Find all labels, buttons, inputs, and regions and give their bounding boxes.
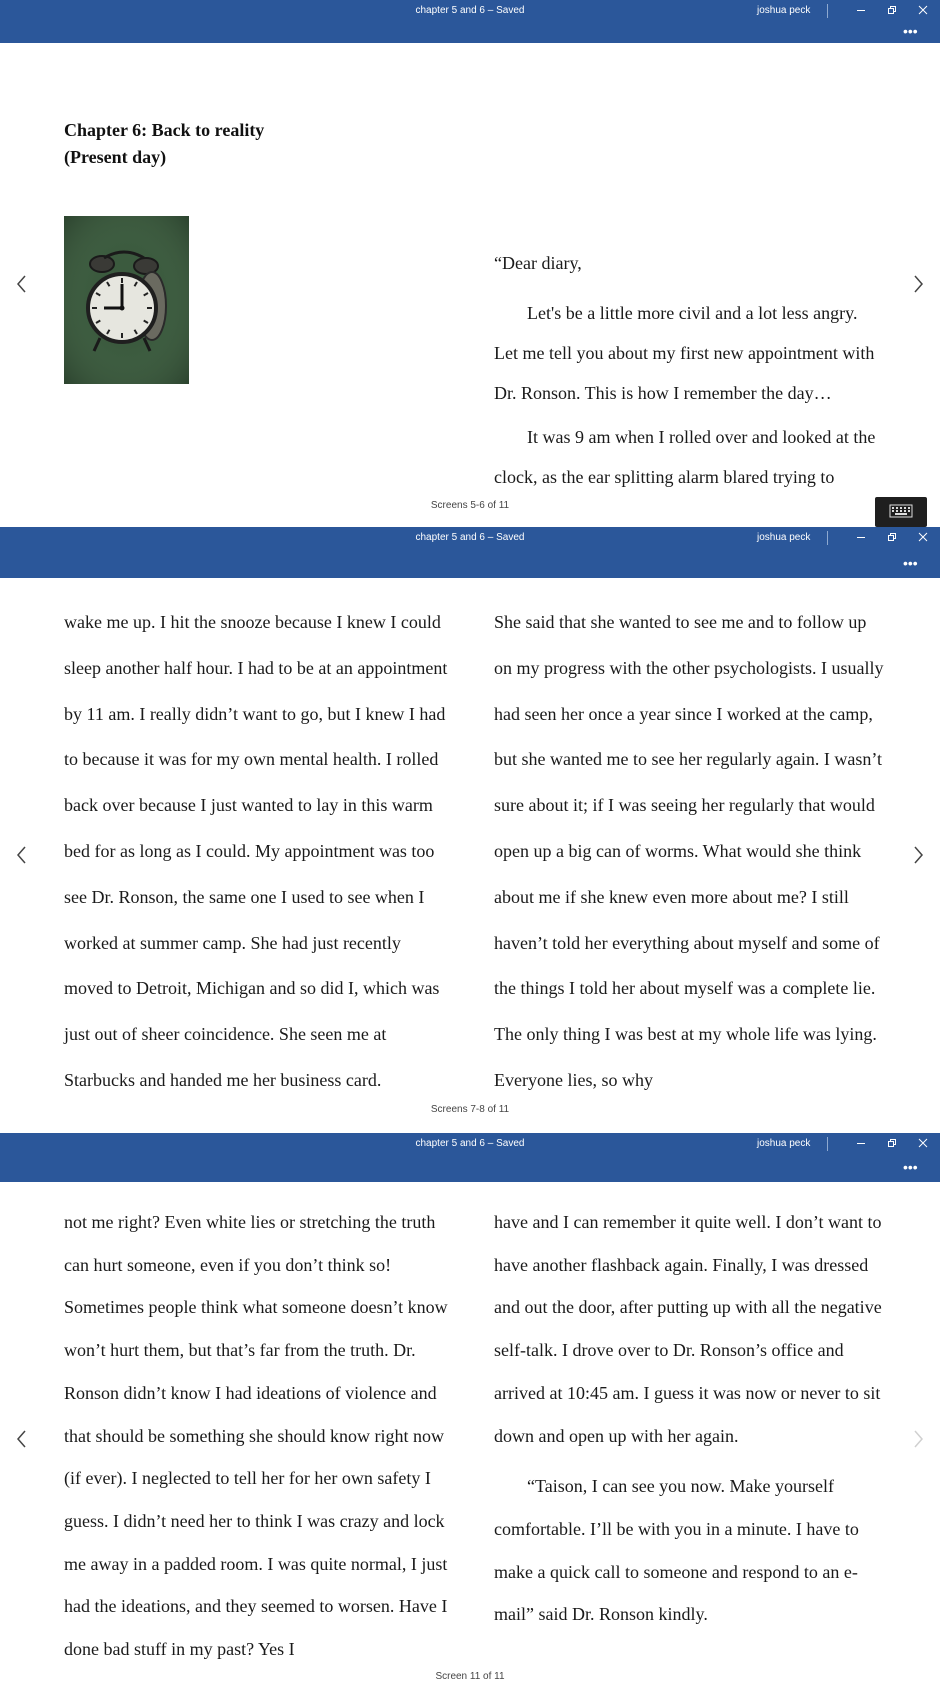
chevron-right-icon bbox=[910, 272, 926, 296]
close-icon bbox=[918, 5, 928, 15]
left-column-text: wake me up. I hit the snooze because I knew I could sleep another half hour. I had to be at an appointment by 11 am. I really didn’t want to go, but I knew I had to because it was for my own mental health. I rolled back over because I just wanted to lay in this warm bed for as long as I could. My appointment was too see Dr. Ronson, the same one I used to see when I worked at summer camp. She had just recently moved to Detroit, Michigan and so did I, which was just out of sheer coincidence. She seen me at Starbucks and handed me her business card. bbox=[64, 612, 448, 1090]
close-icon bbox=[918, 532, 928, 542]
more-options-button[interactable]: ••• bbox=[903, 1159, 918, 1175]
close-button[interactable] bbox=[908, 527, 938, 547]
paragraph-2: “Taison, I can see you now. Make yourself comfortable. I’ll be with you in a minute. I have to make a quick call to someone and respond to an e-mail” said Dr. Ronson kindly. bbox=[494, 1476, 859, 1625]
chapter-subtitle: (Present day) bbox=[64, 147, 167, 167]
more-options-button[interactable]: ••• bbox=[903, 23, 918, 39]
chevron-left-icon bbox=[14, 272, 30, 296]
document-title: chapter 5 and 6 – Saved bbox=[415, 532, 525, 543]
restore-button[interactable] bbox=[877, 0, 907, 20]
title-separator bbox=[827, 4, 828, 18]
user-name[interactable]: joshua peck bbox=[757, 532, 811, 543]
paragraph-1: Let's be a little more civil and a lot less angry. Let me tell you about my first new appointment with Dr. Ronson. This is how I remember the day… bbox=[494, 303, 875, 403]
right-column-text bbox=[494, 250, 884, 497]
previous-page-button[interactable] bbox=[14, 1427, 30, 1451]
title-bar bbox=[0, 1133, 940, 1182]
restore-button[interactable] bbox=[877, 527, 907, 547]
touch-keyboard-button[interactable] bbox=[875, 497, 927, 527]
document-title: chapter 5 and 6 – Saved bbox=[415, 5, 525, 16]
minimize-button[interactable] bbox=[846, 1133, 876, 1153]
page-indicator: Screens 5-6 of 11 bbox=[430, 500, 510, 511]
screen-2 bbox=[0, 527, 940, 1133]
chevron-right-icon bbox=[910, 1427, 926, 1451]
minimize-icon bbox=[856, 5, 866, 15]
page-indicator: Screens 7-8 of 11 bbox=[430, 1104, 510, 1115]
next-page-button-disabled bbox=[910, 1427, 926, 1451]
left-column-text: not me right? Even white lies or stretching the truth can hurt someone, even if you don’t think so! Sometimes people think what someone doesn’t know won’t hurt them, but that’s far from the truth. Dr. Ronson didn’t know I had ideations of violence and that should be something she should know right now (if ever). I neglected to tell her for her own safety I guess. I didn’t need her to think I was crazy and lock me away in a padded room. I was quite normal, I just had the ideations, and they seemed to worsen. Have I done bad stuff in my past? Yes I bbox=[64, 1212, 448, 1660]
user-name[interactable]: joshua peck bbox=[757, 5, 811, 16]
next-page-button[interactable] bbox=[910, 272, 926, 296]
previous-page-button[interactable] bbox=[14, 843, 30, 867]
restore-button[interactable] bbox=[877, 1133, 907, 1153]
more-options-button[interactable]: ••• bbox=[903, 555, 918, 571]
paragraph-1: have and I can remember it quite well. I don’t want to have another flashback again. Finally, I was dressed and out the door, after putting up with all the negative self-talk. I drove over to Dr. Ronson’s office and arrived at 10:45 am. I guess it was now or never to sit down and open up with her again. bbox=[494, 1212, 882, 1446]
alarm-clock-image bbox=[64, 216, 189, 384]
chevron-left-icon bbox=[14, 1427, 30, 1451]
restore-icon bbox=[887, 532, 897, 542]
title-separator bbox=[827, 1137, 828, 1151]
chevron-left-icon bbox=[14, 843, 30, 867]
next-page-button[interactable] bbox=[910, 843, 926, 867]
paragraph-greeting: “Dear diary, bbox=[494, 253, 582, 273]
paragraph-2: It was 9 am when I rolled over and looked at the clock, as the ear splitting alarm blared trying to bbox=[494, 427, 876, 487]
chevron-right-icon bbox=[910, 843, 926, 867]
minimize-icon bbox=[856, 532, 866, 542]
minimize-button[interactable] bbox=[846, 0, 876, 20]
user-name[interactable]: joshua peck bbox=[757, 1138, 811, 1149]
alarm-clock-icon bbox=[64, 216, 189, 384]
page-indicator: Screen 11 of 11 bbox=[435, 1671, 505, 1682]
screen-3 bbox=[0, 1133, 940, 1700]
minimize-icon bbox=[856, 1138, 866, 1148]
close-icon bbox=[918, 1138, 928, 1148]
keyboard-icon bbox=[889, 504, 913, 520]
minimize-button[interactable] bbox=[846, 527, 876, 547]
title-bar bbox=[0, 0, 940, 43]
restore-icon bbox=[887, 5, 897, 15]
right-column-text: She said that she wanted to see me and to follow up on my progress with the other psychologists. I usually had seen her once a year since I worked at the camp, but she wanted me to see her regularly again. I wasn’t sure about it; if I was seeing her regularly that would open up a big can of worms. What would she think about me if she knew even more about me? I still haven’t told her everything about myself and some of the things I told her about myself was a complete lie. The only thing I was best at my whole life was lying. Everyone lies, so why bbox=[494, 612, 884, 1090]
close-button[interactable] bbox=[908, 0, 938, 20]
title-separator bbox=[827, 531, 828, 545]
close-button[interactable] bbox=[908, 1133, 938, 1153]
screen-1 bbox=[0, 0, 940, 527]
restore-icon bbox=[887, 1138, 897, 1148]
right-column-text bbox=[494, 1201, 884, 1636]
document-title: chapter 5 and 6 – Saved bbox=[415, 1138, 525, 1149]
chapter-title: Chapter 6: Back to reality bbox=[64, 120, 265, 140]
title-bar bbox=[0, 527, 940, 578]
chapter-heading bbox=[64, 117, 264, 171]
previous-page-button[interactable] bbox=[14, 272, 30, 296]
